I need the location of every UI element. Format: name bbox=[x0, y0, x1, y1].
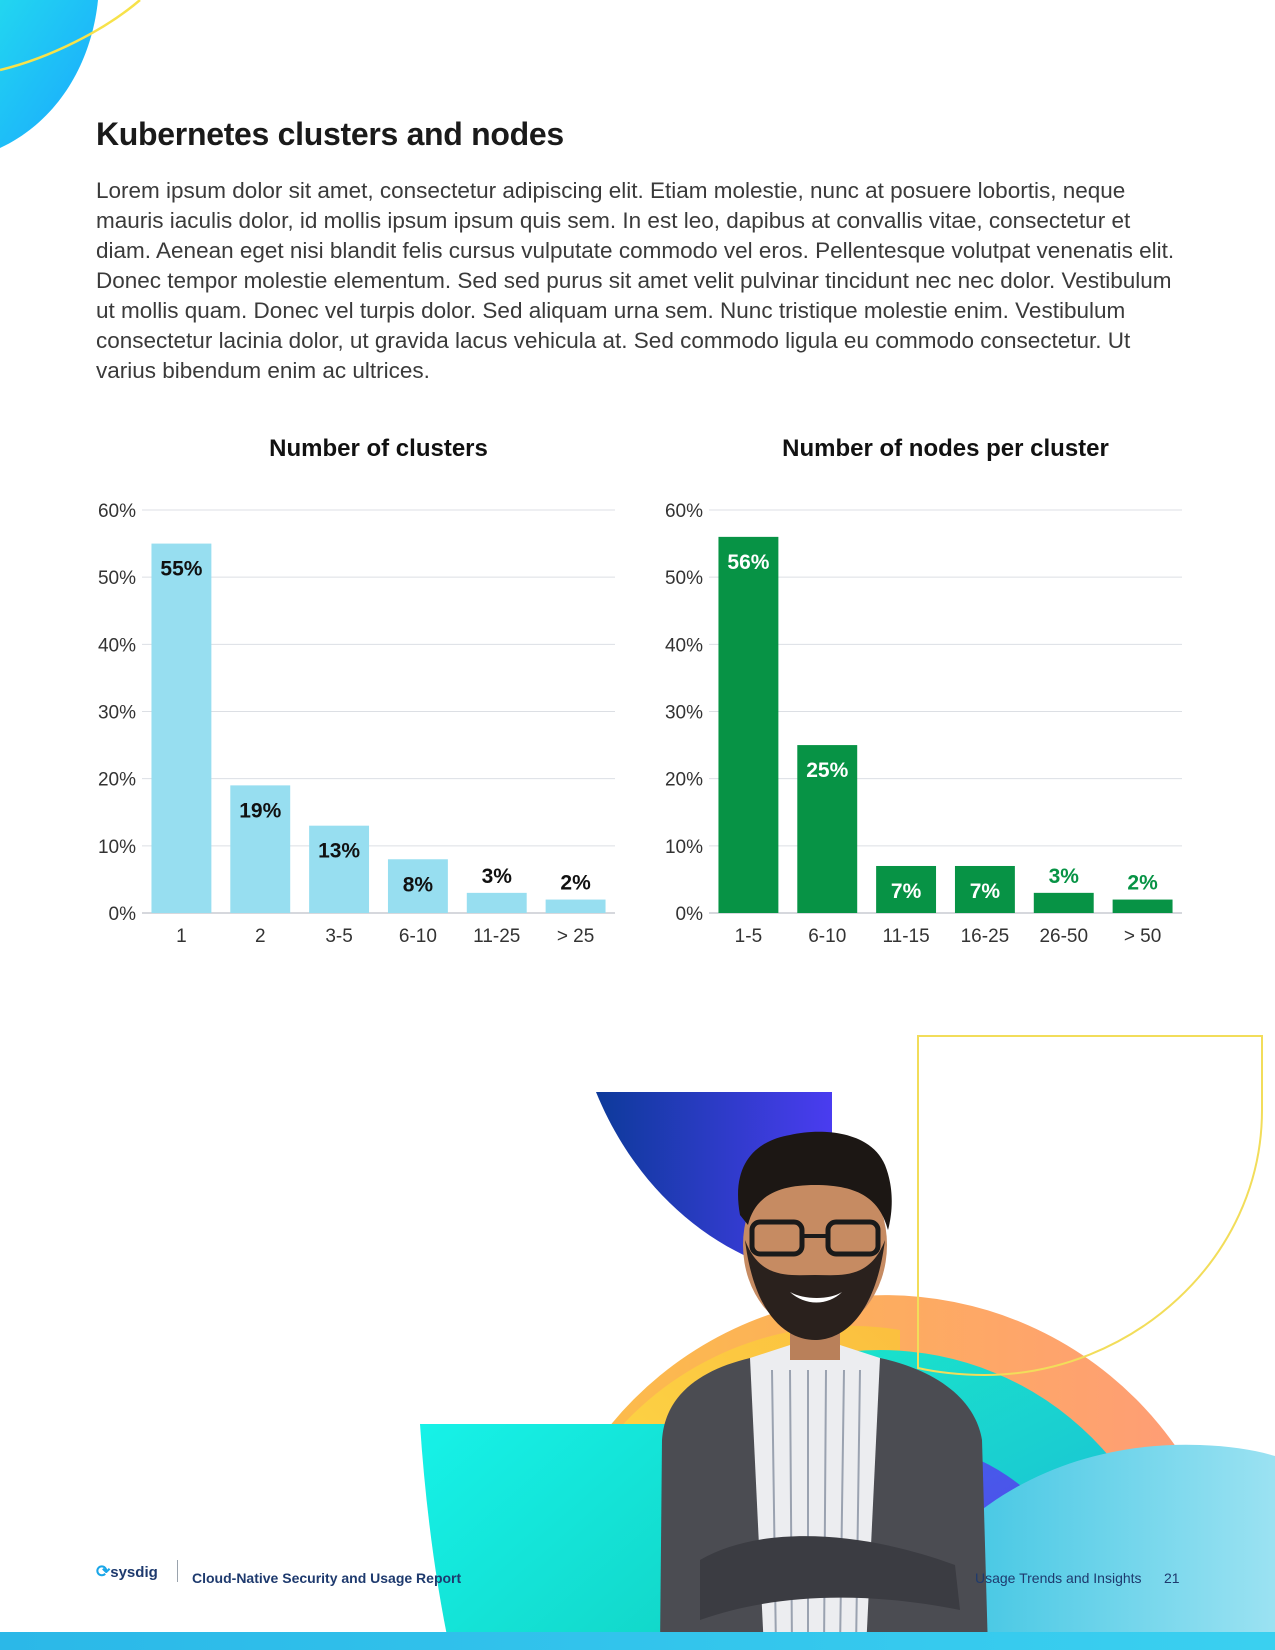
x-tick-label: > 25 bbox=[556, 926, 595, 947]
y-tick-label: 50% bbox=[97, 568, 136, 590]
y-tick-label: 0% bbox=[108, 904, 136, 925]
x-tick-label: 26-50 bbox=[1039, 926, 1089, 947]
x-tick-label: 3-5 bbox=[325, 926, 353, 947]
data-label: 25% bbox=[806, 759, 849, 783]
chart-title: Number of nodes per cluster bbox=[782, 435, 1109, 462]
data-label: 7% bbox=[969, 879, 1001, 903]
bar bbox=[1113, 900, 1173, 913]
footer-logo bbox=[96, 1562, 158, 1582]
footer-section-name: Usage Trends and Insights bbox=[975, 1570, 1142, 1586]
footer-report-title: Cloud-Native Security and Usage Report bbox=[192, 1570, 462, 1586]
bar bbox=[546, 900, 606, 913]
clusters-bar-chart bbox=[88, 430, 628, 950]
x-tick-label: 6-10 bbox=[398, 926, 437, 947]
y-tick-label: 40% bbox=[664, 635, 703, 657]
data-label: 13% bbox=[318, 839, 361, 863]
x-tick-label: 11-25 bbox=[473, 926, 521, 947]
x-tick-label: 2 bbox=[254, 926, 266, 947]
x-tick-label: > 50 bbox=[1123, 926, 1162, 947]
x-tick-label: 16-25 bbox=[960, 926, 1010, 947]
data-label: 56% bbox=[727, 550, 770, 574]
data-label: 2% bbox=[1127, 871, 1158, 895]
data-label: 2% bbox=[560, 871, 591, 895]
x-tick-label: 1 bbox=[176, 926, 187, 947]
y-tick-label: 20% bbox=[97, 769, 136, 791]
data-label: 19% bbox=[239, 799, 282, 823]
y-tick-label: 10% bbox=[97, 836, 136, 858]
top-left-blob bbox=[0, 0, 98, 148]
y-tick-label: 30% bbox=[97, 702, 136, 724]
bar bbox=[718, 537, 778, 913]
y-tick-label: 20% bbox=[664, 769, 703, 791]
data-label: 3% bbox=[481, 864, 512, 888]
bar bbox=[467, 893, 527, 913]
data-label: 3% bbox=[1048, 864, 1079, 888]
sysdig-logo-icon: ⟳ bbox=[96, 1562, 111, 1581]
chart-title: Number of clusters bbox=[269, 435, 488, 462]
x-tick-label: 6-10 bbox=[808, 926, 847, 947]
y-tick-label: 30% bbox=[664, 702, 703, 724]
data-label: 8% bbox=[402, 873, 434, 897]
bottom-bar bbox=[0, 1632, 1275, 1650]
data-label: 7% bbox=[890, 879, 922, 903]
y-tick-label: 10% bbox=[664, 836, 703, 858]
page-title: Kubernetes clusters and nodes bbox=[96, 116, 564, 152]
bar bbox=[1034, 893, 1094, 913]
footer-page-number: 21 bbox=[1164, 1570, 1180, 1586]
y-tick-label: 60% bbox=[664, 501, 703, 522]
x-tick-label: 1-5 bbox=[734, 926, 763, 947]
y-tick-label: 50% bbox=[664, 568, 703, 590]
y-tick-label: 40% bbox=[97, 635, 136, 657]
footer-divider bbox=[177, 1560, 178, 1582]
x-tick-label: 11-15 bbox=[882, 926, 930, 947]
data-label: 55% bbox=[160, 557, 203, 581]
nodes-per-cluster-bar-chart bbox=[655, 430, 1195, 950]
y-tick-label: 0% bbox=[675, 904, 703, 925]
y-tick-label: 60% bbox=[97, 501, 136, 522]
cyan-block bbox=[420, 1424, 680, 1650]
bar bbox=[151, 544, 211, 913]
footer-logo-text: sysdig bbox=[110, 1564, 158, 1581]
body-paragraph: Lorem ipsum dolor sit amet, consectetur adipiscing elit. Etiam molestie, nunc at posuere lobortis, neque mauris iaculis dolor, id mollis ipsum ipsum quis sem. In est leo, dapibus at convallis vitae, consectetur et diam. Aenean eget nisi blandit felis cursus vulputate commodo vel eros. Pellentesque volutpat venenatis elit. Donec tempor molestie elementum. Sed sed purus sit amet velit pulvinar tincidunt nec nec dolor. Vestibulum ut mollis quam. Donec vel turpis dolor. Sed aliquam urna sem. Nunc tristique molestie enim. Vestibulum consectetur lacinia dolor, ut gravida lacus vehicula at. Sed commodo ligula eu commodo consectetur. Ut varius bibendum enim ac ultrices. bbox=[96, 178, 1175, 383]
